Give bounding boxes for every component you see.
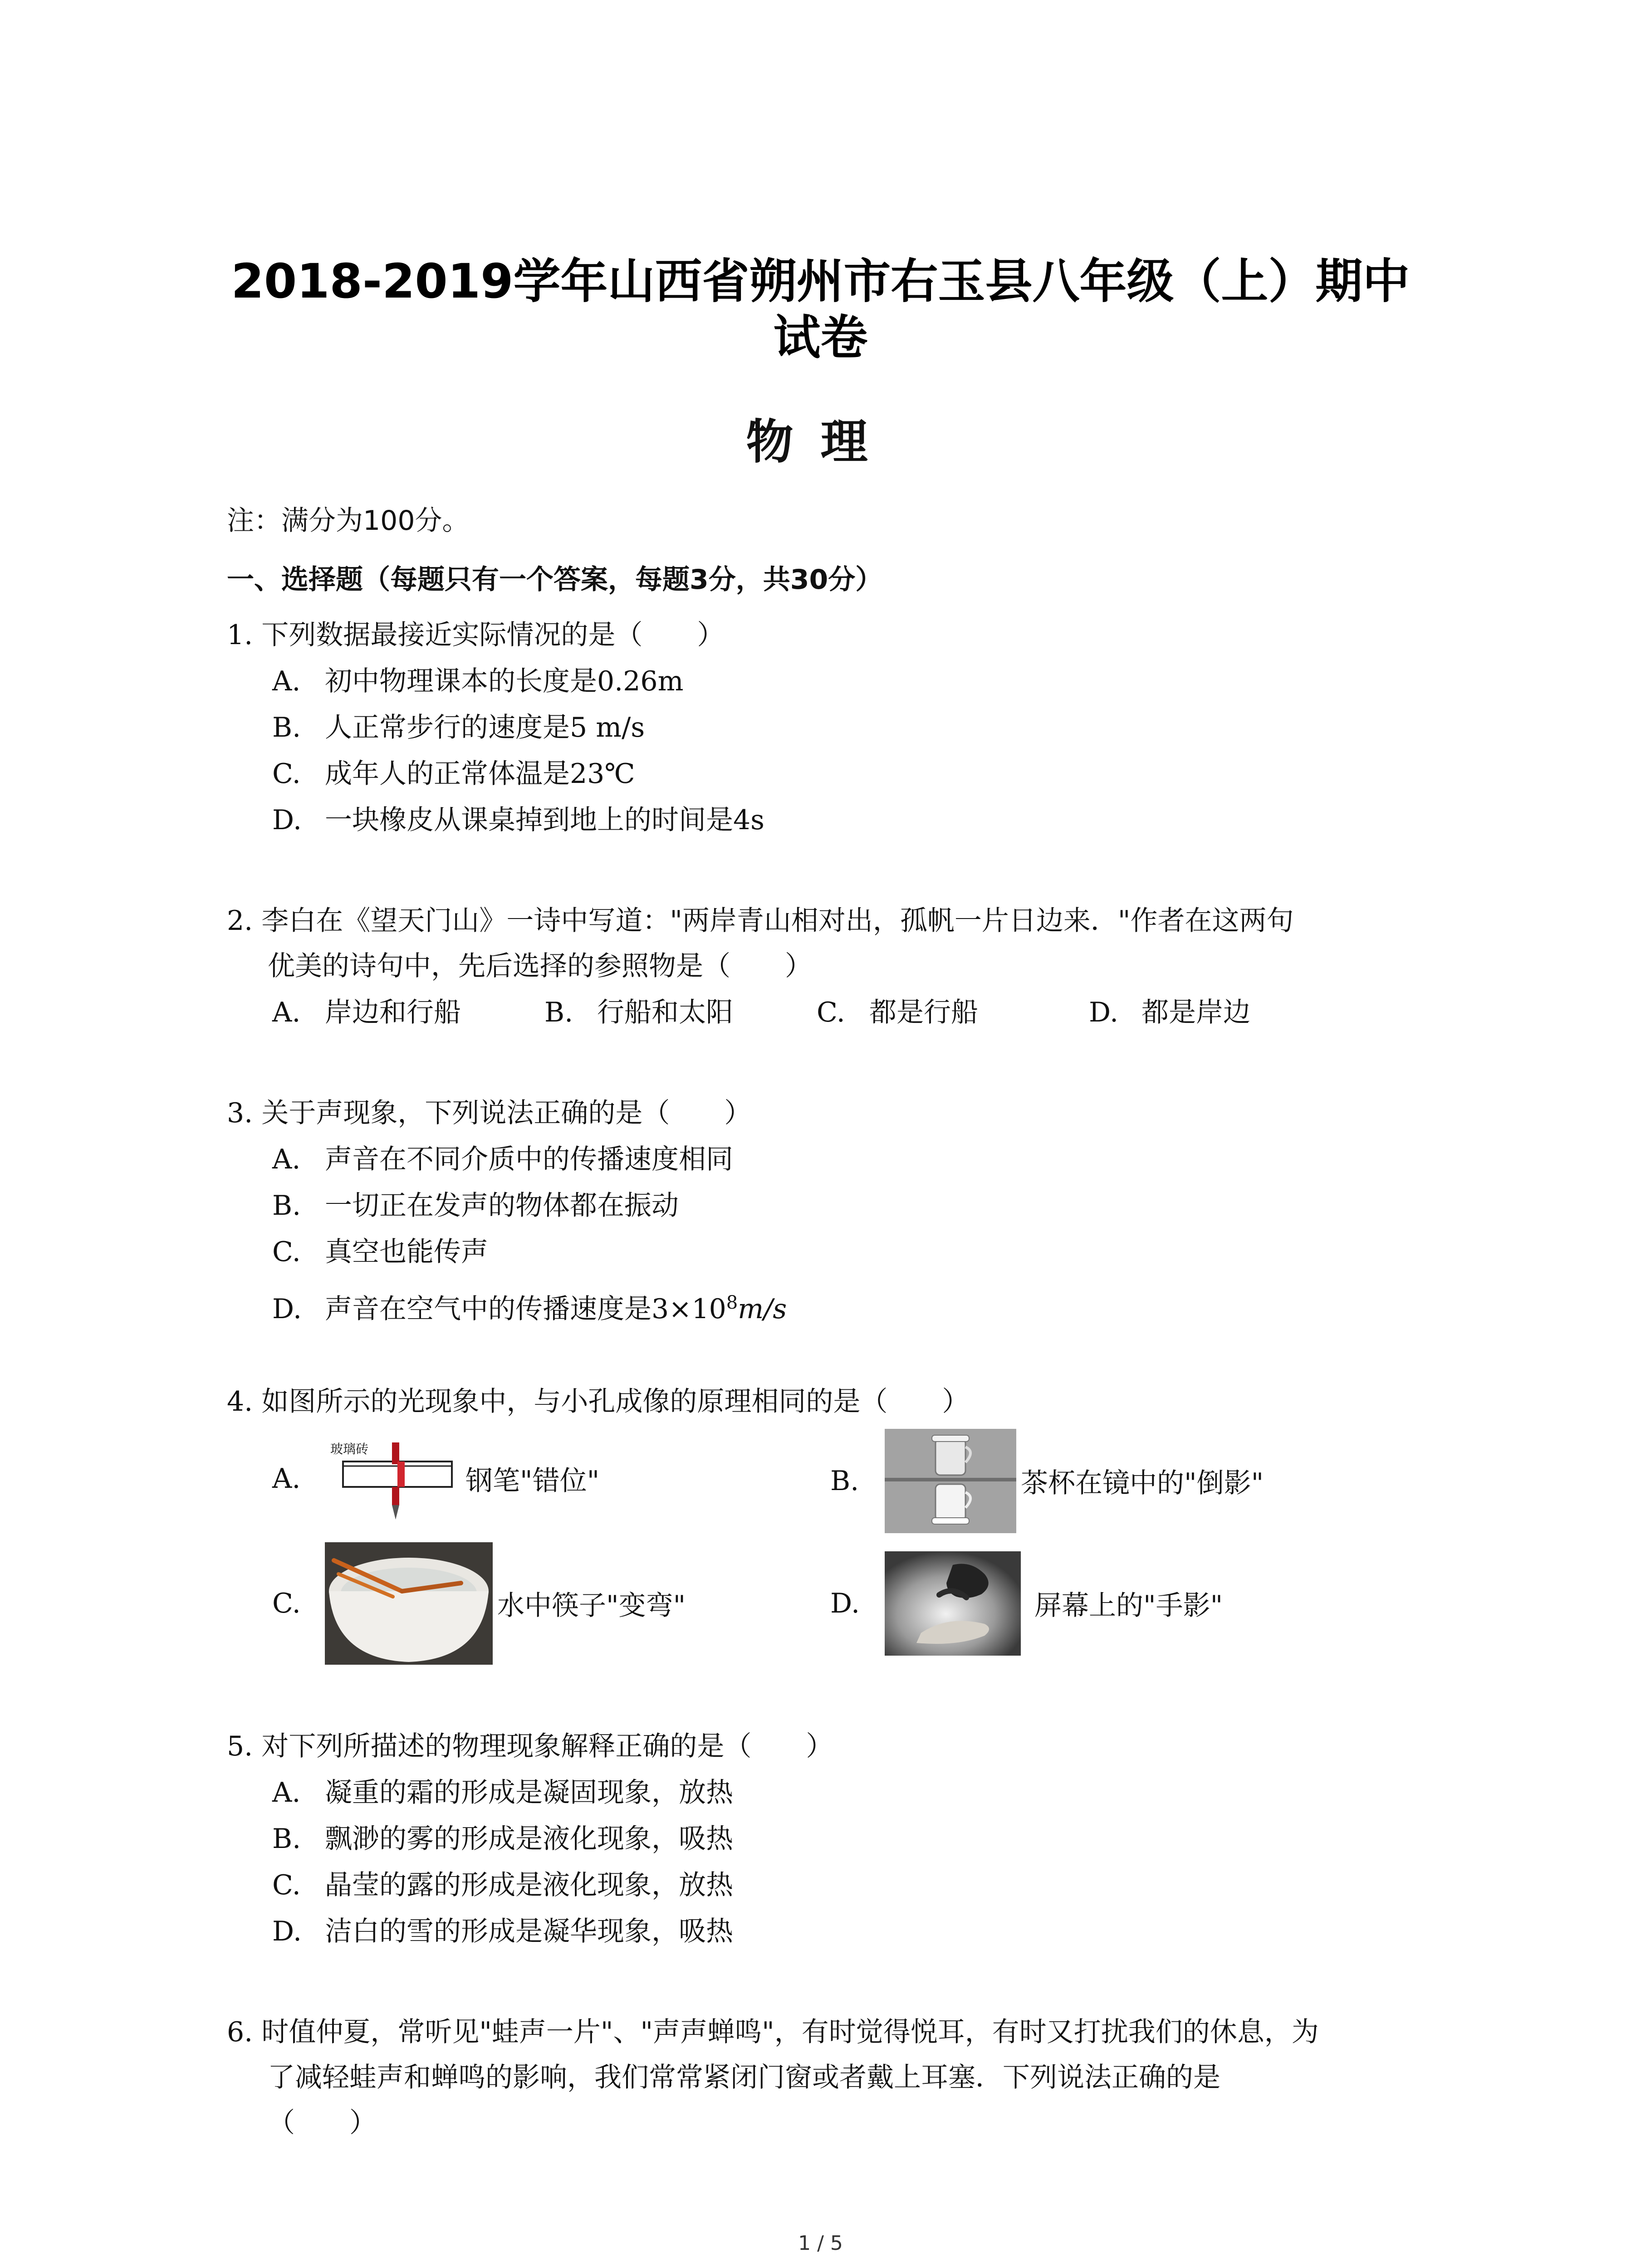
question-6-stem-line1: 6. 时值仲夏，常听见"蛙声一片"、"声声蝉鸣"，有时觉得悦耳，有时又打扰我们的休息，为: [227, 2016, 1319, 2048]
option-label: D.: [272, 804, 302, 836]
page-number: 1 / 5: [798, 2232, 843, 2255]
question-5-option-b: B. 飘渺的雾的形成是液化现象，吸热: [272, 1823, 733, 1855]
teacup-mirror-figure: [885, 1429, 1016, 1533]
question-3-stem: 3. 关于声现象，下列说法正确的是（ ）: [227, 1097, 752, 1129]
option-text: 初中物理课本的长度是0.26m: [325, 665, 684, 697]
option-text: 一块橡皮从课桌掉到地上的时间是4s: [325, 804, 764, 836]
question-5-option-a: A. 凝重的霜的形成是凝固现象，放热: [272, 1777, 733, 1809]
question-1-option-b: [272, 709, 645, 746]
subject-heading: 物理: [746, 414, 895, 469]
option-text: 成年人的正常体温是23℃: [325, 758, 635, 790]
option-text: 人正常步行的速度是5 m/s: [325, 712, 645, 743]
question-1-option-c: [272, 756, 635, 792]
question-4-stem: 4. 如图所示的光现象中，与小孔成像的原理相同的是（ ）: [227, 1386, 970, 1418]
exam-title-line2: 试卷: [773, 310, 868, 365]
question-2-stem-line1: 2. 李白在《望天门山》一诗中写道："两岸青山相对出，孤帆一片日边来．"作者在这两句: [227, 905, 1294, 937]
question-6-stem-line2: 了减轻蛙声和蝉鸣的影响，我们常常紧闭门窗或者戴上耳塞．下列说法正确的是: [268, 2062, 1220, 2093]
question-2-option-a: A. 岸边和行船: [272, 997, 461, 1028]
question-3-option-b: B. 一切正在发声的物体都在振动: [272, 1190, 679, 1222]
question-5-option-d: D. 洁白的雪的形成是凝华现象，吸热: [272, 1916, 733, 1947]
question-3-option-c: C. 真空也能传声: [272, 1236, 488, 1268]
question-1-option-d: [272, 802, 764, 838]
exam-title-line1: 2018-2019学年山西省朔州市右玉县八年级（上）期中: [231, 254, 1410, 309]
hand-shadow-figure: [885, 1551, 1021, 1656]
question-3-option-a: A. 声音在不同介质中的传播速度相同: [272, 1144, 733, 1175]
option-label: C.: [272, 758, 301, 790]
question-4-option-b: B. 茶杯在镜中的"倒影": [830, 1429, 1264, 1533]
pen-glass-brick-figure: [325, 1433, 461, 1524]
option-label: B.: [272, 712, 301, 743]
question-2-option-d: D. 都是岸边: [1089, 997, 1250, 1028]
question-3-option-d: D. 声音在空气中的传播速度是$3\times 10^8m/s$: [272, 1292, 787, 1325]
question-4-option-d: D. 屏幕上的"手影": [830, 1551, 1223, 1656]
question-2-options: [272, 994, 1250, 1031]
question-2-option-b: B. 行船和太阳: [544, 997, 733, 1028]
chopsticks-in-water-figure: [325, 1542, 493, 1665]
score-note: 注：满分为100分。: [227, 505, 470, 537]
question-1-stem: 1. 下列数据最接近实际情况的是（ ）: [227, 619, 725, 651]
question-6-stem-line3: （ ）: [268, 2107, 377, 2139]
question-1-option-a: [272, 663, 684, 699]
question-4-option-c: C. 水中筷子"变弯": [272, 1542, 686, 1665]
question-5-stem: 5. 对下列所描述的物理现象解释正确的是（ ）: [227, 1730, 833, 1762]
glass-brick-label: 玻璃砖: [330, 1442, 369, 1457]
question-4-option-a: A. 玻璃砖 钢笔"错位": [272, 1433, 599, 1524]
question-2-option-c: C. 都是行船: [817, 997, 978, 1028]
question-5-option-c: C. 晶莹的露的形成是液化现象，放热: [272, 1869, 733, 1901]
option-label: A.: [272, 665, 301, 697]
section-heading: 一、选择题（每题只有一个答案，每题3分，共30分）: [227, 564, 883, 596]
question-2-stem-line2: 优美的诗句中，先后选择的参照物是（ ）: [268, 950, 812, 982]
